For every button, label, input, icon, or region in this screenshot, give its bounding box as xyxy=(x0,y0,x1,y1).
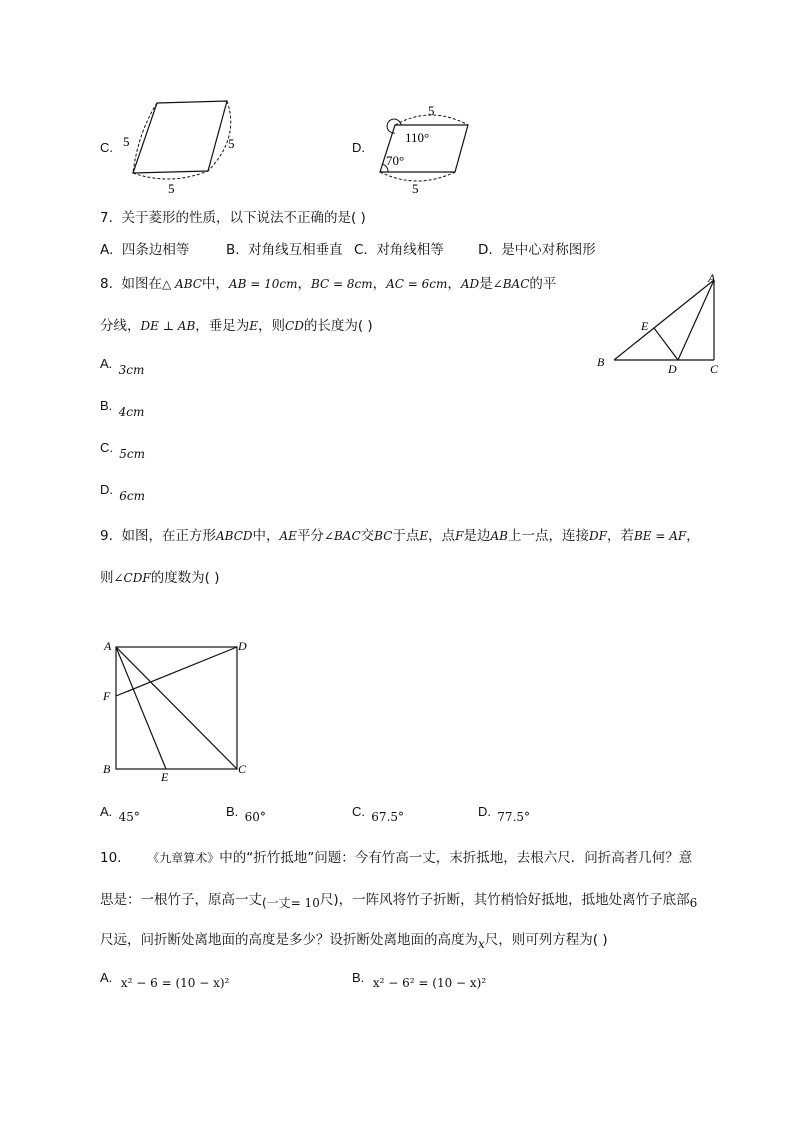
q9-label-b: B xyxy=(103,762,111,776)
q8-label-d: D xyxy=(668,362,677,376)
q6-rhombus-figure xyxy=(120,98,245,198)
q8-label-e: E xyxy=(641,319,649,333)
q6-option-c-letter: C. xyxy=(100,140,113,155)
q10-option-b-value: x² − 6² = (10 − x)² xyxy=(372,976,487,990)
q6-parallelogram-figure xyxy=(374,100,479,198)
q8-option-b[interactable]: B. 4cm xyxy=(100,398,145,419)
fig-c-side-right: 5 xyxy=(228,136,235,151)
q8-option-d-value: 6cm xyxy=(119,489,146,503)
q9-option-a-value: 45° xyxy=(118,810,140,824)
q9-label-f: F xyxy=(103,689,111,703)
q8-option-d[interactable]: D. 6cm xyxy=(100,482,146,503)
q9-label-a: A xyxy=(104,639,112,653)
q7-stem-text: 关于菱形的性质，以下说法不正确的是( ) xyxy=(121,210,366,226)
q9-label-d: D xyxy=(238,639,247,653)
q7-option-a-text: 四条边相等 xyxy=(121,242,190,258)
q9-square-figure xyxy=(98,636,258,786)
q9-option-c[interactable]: C. 67.5° xyxy=(352,804,405,824)
q9-label-e: E xyxy=(161,770,169,784)
q6-option-c[interactable] xyxy=(100,98,245,198)
q8-label-b: B xyxy=(597,355,605,369)
q10-stem-line1: 10. 《九章算术》中的“折竹抵地”问题：今有竹高一丈，末折抵地，去根六尺．问折高者几何？意 xyxy=(100,850,693,866)
q10-option-a-value: x² − 6 = (10 − x)² xyxy=(120,976,230,990)
q8-triangle-figure xyxy=(592,268,732,380)
q9-option-b[interactable]: B. 60° xyxy=(226,804,266,824)
q7-option-d-text: 是中心对称图形 xyxy=(501,242,596,258)
q10-stem-line2: 思是：一根竹子，原高一丈(一丈= 10尺)，一阵风将竹子折断，其竹梢恰好抵地，抵地处离竹子底部6 xyxy=(100,892,698,910)
q6-option-d-letter: D. xyxy=(352,140,365,155)
q9-option-b-value: 60° xyxy=(244,810,266,824)
q7-option-c-text: 对角线相等 xyxy=(376,242,444,258)
q8-label-c: C xyxy=(710,362,719,376)
q8-stem-line2: 分线，DE ⊥ AB，垂足为E，则CD的长度为( ) xyxy=(100,318,373,334)
q8-label-a: A xyxy=(708,271,716,285)
q9-option-d-value: 77.5° xyxy=(497,810,531,824)
q9-option-d[interactable]: D. 77.5° xyxy=(478,804,531,824)
q7-option-b[interactable]: B. 对角线互相垂直 xyxy=(226,242,343,258)
fig-c-side-bottom: 5 xyxy=(168,181,175,196)
q8-option-b-value: 4cm xyxy=(118,405,145,419)
fig-d-angle-110: 110° xyxy=(405,130,430,145)
q9-label-c: C xyxy=(238,762,247,776)
q8-option-c-value: 5cm xyxy=(119,447,146,461)
q6-option-d[interactable] xyxy=(352,100,482,198)
q9-number: 9. xyxy=(100,528,113,544)
q10-option-a[interactable]: A. x² − 6 = (10 − x)² xyxy=(100,970,230,990)
q7-option-a[interactable]: A. 四条边相等 xyxy=(100,242,190,258)
q7-stem xyxy=(100,206,366,226)
q9-option-a[interactable]: A. 45° xyxy=(100,804,140,824)
q8-option-c[interactable]: C. 5cm xyxy=(100,440,146,461)
fig-d-side-bottom: 5 xyxy=(412,181,419,196)
q10-option-b[interactable]: B. x² − 6² = (10 − x)² xyxy=(352,970,487,990)
fig-d-side-top: 5 xyxy=(428,103,435,118)
q10-number: 10. xyxy=(100,850,122,866)
q10-book-title: 《九章算术》 xyxy=(147,851,220,865)
q8-option-a-value: 3cm xyxy=(118,363,145,377)
q8-number: 8. xyxy=(100,276,113,292)
q7-number: 7. xyxy=(100,210,113,226)
q9-stem-line1: 9. 如图，在正方形ABCD中，AE平分∠BAC交BC于点E，点F是边AB上一点，连接DF，若BE = AF， xyxy=(100,528,700,544)
fig-c-side-left: 5 xyxy=(123,134,130,149)
q9-stem-line2: 则∠CDF的度数为( ) xyxy=(100,570,220,586)
q9-option-c-value: 67.5° xyxy=(371,810,405,824)
q7-option-b-text: 对角线互相垂直 xyxy=(248,242,343,258)
q7-option-d[interactable]: D. 是中心对称图形 xyxy=(478,242,596,258)
fig-d-angle-70: 70° xyxy=(386,153,405,168)
q8-stem-line1: 8. 如图在△ ABC中，AB = 10cm，BC = 8cm，AC = 6cm，AD是∠BAC的平 xyxy=(100,276,557,292)
q10-stem-line3: 尺远，问折断处离地面的高度是多少？设折断处离地面的高度为x尺，则可列方程为( ) xyxy=(100,932,608,951)
q7-option-c[interactable]: C. 对角线相等 xyxy=(354,242,444,258)
q8-option-a[interactable]: A. 3cm xyxy=(100,356,145,377)
